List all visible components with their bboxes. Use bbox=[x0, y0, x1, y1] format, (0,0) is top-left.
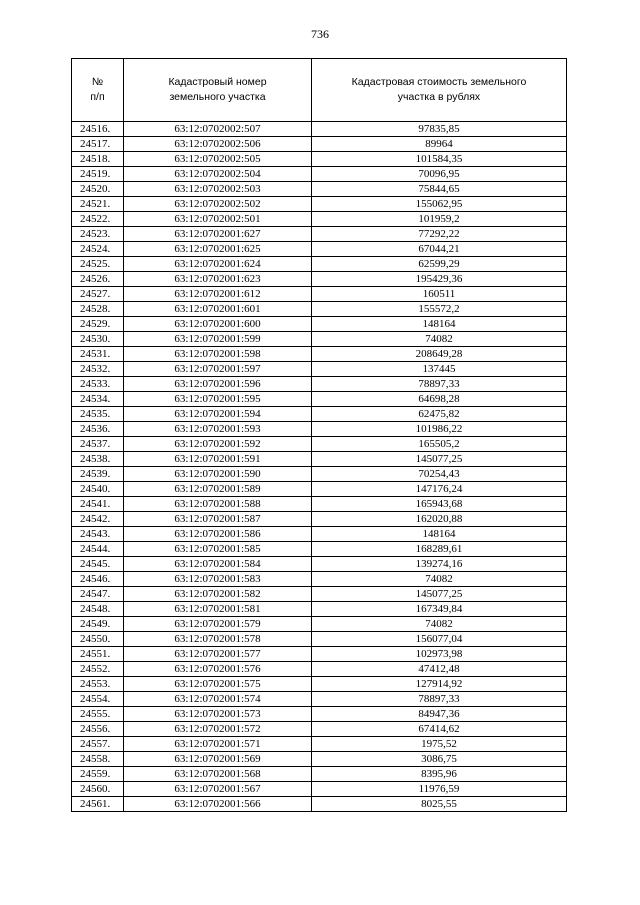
cadastral-value: 77292,22 bbox=[312, 227, 567, 242]
cadastral-value: 127914,92 bbox=[312, 677, 567, 692]
table-row bbox=[72, 542, 567, 557]
table-row bbox=[72, 737, 567, 752]
cadastral-number: 63:12:0702001:599 bbox=[124, 332, 312, 347]
row-number: 24548. bbox=[72, 602, 124, 617]
row-number: 24555. bbox=[72, 707, 124, 722]
row-number: 24553. bbox=[72, 677, 124, 692]
table-row bbox=[72, 677, 567, 692]
table-body bbox=[72, 122, 567, 812]
table-row bbox=[72, 227, 567, 242]
row-number: 24549. bbox=[72, 617, 124, 632]
cadastral-value: 195429,36 bbox=[312, 272, 567, 287]
row-number: 24528. bbox=[72, 302, 124, 317]
page-number: 736 bbox=[311, 27, 329, 41]
cadastral-value: 137445 bbox=[312, 362, 567, 377]
row-number: 24536. bbox=[72, 422, 124, 437]
row-number: 24523. bbox=[72, 227, 124, 242]
cadastral-number: 63:12:0702001:569 bbox=[124, 752, 312, 767]
row-number: 24521. bbox=[72, 197, 124, 212]
cadastral-number: 63:12:0702001:593 bbox=[124, 422, 312, 437]
row-number: 24530. bbox=[72, 332, 124, 347]
cadastral-number: 63:12:0702002:502 bbox=[124, 197, 312, 212]
table-row bbox=[72, 557, 567, 572]
row-number: 24559. bbox=[72, 767, 124, 782]
row-number: 24544. bbox=[72, 542, 124, 557]
table-row bbox=[72, 152, 567, 167]
cadastral-number: 63:12:0702001:612 bbox=[124, 287, 312, 302]
table-row bbox=[72, 302, 567, 317]
table-row bbox=[72, 632, 567, 647]
row-number: 24561. bbox=[72, 797, 124, 812]
table-row bbox=[72, 647, 567, 662]
cadastral-value: 168289,61 bbox=[312, 542, 567, 557]
table-row bbox=[72, 287, 567, 302]
cadastral-value: 145077,25 bbox=[312, 452, 567, 467]
table-row bbox=[72, 767, 567, 782]
cadastral-value: 145077,25 bbox=[312, 587, 567, 602]
row-number: 24554. bbox=[72, 692, 124, 707]
row-number: 24525. bbox=[72, 257, 124, 272]
row-number: 24522. bbox=[72, 212, 124, 227]
table-row bbox=[72, 707, 567, 722]
cadastral-number: 63:12:0702001:584 bbox=[124, 557, 312, 572]
cadastral-value: 101959,2 bbox=[312, 212, 567, 227]
table-row bbox=[72, 467, 567, 482]
cadastral-number: 63:12:0702001:623 bbox=[124, 272, 312, 287]
cadastral-number: 63:12:0702001:575 bbox=[124, 677, 312, 692]
cadastral-value: 74082 bbox=[312, 617, 567, 632]
cadastral-value: 8395,96 bbox=[312, 767, 567, 782]
row-number: 24556. bbox=[72, 722, 124, 737]
table-row bbox=[72, 347, 567, 362]
table-row bbox=[72, 272, 567, 287]
cadastral-value: 74082 bbox=[312, 572, 567, 587]
cadastral-value: 3086,75 bbox=[312, 752, 567, 767]
cadastral-value: 67414,62 bbox=[312, 722, 567, 737]
row-number: 24545. bbox=[72, 557, 124, 572]
cadastral-number: 63:12:0702001:594 bbox=[124, 407, 312, 422]
cadastral-value: 67044,21 bbox=[312, 242, 567, 257]
cadastral-number: 63:12:0702001:598 bbox=[124, 347, 312, 362]
row-number: 24551. bbox=[72, 647, 124, 662]
cadastral-number: 63:12:0702001:585 bbox=[124, 542, 312, 557]
cadastral-number: 63:12:0702001:579 bbox=[124, 617, 312, 632]
cadastral-value: 147176,24 bbox=[312, 482, 567, 497]
cadastral-number: 63:12:0702001:624 bbox=[124, 257, 312, 272]
cadastral-value: 78897,33 bbox=[312, 692, 567, 707]
cadastral-value: 70254,43 bbox=[312, 467, 567, 482]
row-number: 24557. bbox=[72, 737, 124, 752]
cadastral-value: 47412,48 bbox=[312, 662, 567, 677]
table-row bbox=[72, 752, 567, 767]
cadastral-value: 155572,2 bbox=[312, 302, 567, 317]
table-header bbox=[72, 59, 567, 122]
cadastral-number: 63:12:0702002:501 bbox=[124, 212, 312, 227]
table-row bbox=[72, 662, 567, 677]
cadastral-value: 97835,85 bbox=[312, 122, 567, 137]
cadastral-number: 63:12:0702001:578 bbox=[124, 632, 312, 647]
cadastral-value: 101584,35 bbox=[312, 152, 567, 167]
table-row bbox=[72, 212, 567, 227]
table-row bbox=[72, 527, 567, 542]
cadastral-value: 78897,33 bbox=[312, 377, 567, 392]
cadastral-number: 63:12:0702001:567 bbox=[124, 782, 312, 797]
table-row bbox=[72, 362, 567, 377]
table-row bbox=[72, 332, 567, 347]
cadastral-value: 70096,95 bbox=[312, 167, 567, 182]
cadastral-number: 63:12:0702001:583 bbox=[124, 572, 312, 587]
row-number: 24537. bbox=[72, 437, 124, 452]
row-number: 24552. bbox=[72, 662, 124, 677]
cadastral-number: 63:12:0702001:581 bbox=[124, 602, 312, 617]
cadastral-value: 84947,36 bbox=[312, 707, 567, 722]
row-number: 24517. bbox=[72, 137, 124, 152]
cadastral-value: 62599,29 bbox=[312, 257, 567, 272]
row-number: 24526. bbox=[72, 272, 124, 287]
table-row bbox=[72, 572, 567, 587]
cadastral-value: 74082 bbox=[312, 332, 567, 347]
column-header-cadastral-number: Кадастровый номер земельного участка bbox=[124, 59, 312, 122]
row-number: 24547. bbox=[72, 587, 124, 602]
cadastral-number: 63:12:0702001:573 bbox=[124, 707, 312, 722]
table-row bbox=[72, 512, 567, 527]
cadastral-number: 63:12:0702002:504 bbox=[124, 167, 312, 182]
cadastral-value: 167349,84 bbox=[312, 602, 567, 617]
row-number: 24541. bbox=[72, 497, 124, 512]
cadastral-value: 11976,59 bbox=[312, 782, 567, 797]
cadastral-number: 63:12:0702001:568 bbox=[124, 767, 312, 782]
row-number: 24531. bbox=[72, 347, 124, 362]
cadastral-number: 63:12:0702001:572 bbox=[124, 722, 312, 737]
cadastral-value: 165943,68 bbox=[312, 497, 567, 512]
cadastral-value: 62475,82 bbox=[312, 407, 567, 422]
column-header-cadastral-value: Кадастровая стоимость земельного участка в рублях bbox=[312, 59, 567, 122]
row-number: 24542. bbox=[72, 512, 124, 527]
row-number: 24527. bbox=[72, 287, 124, 302]
row-number: 24532. bbox=[72, 362, 124, 377]
cadastral-number: 63:12:0702002:506 bbox=[124, 137, 312, 152]
cadastral-number: 63:12:0702002:505 bbox=[124, 152, 312, 167]
cadastral-value: 148164 bbox=[312, 527, 567, 542]
cadastral-value: 139274,16 bbox=[312, 557, 567, 572]
row-number: 24516. bbox=[72, 122, 124, 137]
cadastral-number: 63:12:0702001:600 bbox=[124, 317, 312, 332]
cadastral-number: 63:12:0702001:601 bbox=[124, 302, 312, 317]
table-row bbox=[72, 392, 567, 407]
table-row bbox=[72, 617, 567, 632]
cadastral-value: 148164 bbox=[312, 317, 567, 332]
cadastral-number: 63:12:0702001:597 bbox=[124, 362, 312, 377]
table-row bbox=[72, 242, 567, 257]
row-number: 24550. bbox=[72, 632, 124, 647]
cadastral-number: 63:12:0702001:582 bbox=[124, 587, 312, 602]
row-number: 24524. bbox=[72, 242, 124, 257]
table-row bbox=[72, 782, 567, 797]
table-row bbox=[72, 197, 567, 212]
table-row bbox=[72, 377, 567, 392]
row-number: 24534. bbox=[72, 392, 124, 407]
row-number: 24529. bbox=[72, 317, 124, 332]
cadastral-value: 8025,55 bbox=[312, 797, 567, 812]
cadastral-value: 208649,28 bbox=[312, 347, 567, 362]
cadastral-value: 102973,98 bbox=[312, 647, 567, 662]
table-row bbox=[72, 422, 567, 437]
table-row bbox=[72, 722, 567, 737]
cadastral-number: 63:12:0702001:589 bbox=[124, 482, 312, 497]
cadastral-number: 63:12:0702001:577 bbox=[124, 647, 312, 662]
cadastral-value: 160511 bbox=[312, 287, 567, 302]
cadastral-number: 63:12:0702001:588 bbox=[124, 497, 312, 512]
cadastral-value: 75844,65 bbox=[312, 182, 567, 197]
row-number: 24543. bbox=[72, 527, 124, 542]
table-row bbox=[72, 602, 567, 617]
row-number: 24560. bbox=[72, 782, 124, 797]
cadastral-number: 63:12:0702001:574 bbox=[124, 692, 312, 707]
cadastral-value: 155062,95 bbox=[312, 197, 567, 212]
cadastral-number: 63:12:0702002:503 bbox=[124, 182, 312, 197]
cadastral-value: 165505,2 bbox=[312, 437, 567, 452]
row-number: 24539. bbox=[72, 467, 124, 482]
cadastral-value: 156077,04 bbox=[312, 632, 567, 647]
row-number: 24519. bbox=[72, 167, 124, 182]
table-row bbox=[72, 797, 567, 812]
table-row bbox=[72, 692, 567, 707]
table-row bbox=[72, 452, 567, 467]
row-number: 24533. bbox=[72, 377, 124, 392]
cadastral-number: 63:12:0702001:566 bbox=[124, 797, 312, 812]
cadastral-number: 63:12:0702001:576 bbox=[124, 662, 312, 677]
cadastral-number: 63:12:0702001:596 bbox=[124, 377, 312, 392]
table-row bbox=[72, 587, 567, 602]
row-number: 24535. bbox=[72, 407, 124, 422]
cadastral-number: 63:12:0702001:587 bbox=[124, 512, 312, 527]
cadastral-number: 63:12:0702001:586 bbox=[124, 527, 312, 542]
row-number: 24538. bbox=[72, 452, 124, 467]
row-number: 24520. bbox=[72, 182, 124, 197]
cadastral-number: 63:12:0702001:595 bbox=[124, 392, 312, 407]
cadastral-value: 89964 bbox=[312, 137, 567, 152]
table-row bbox=[72, 482, 567, 497]
cadastral-value: 1975,52 bbox=[312, 737, 567, 752]
table-row bbox=[72, 407, 567, 422]
row-number: 24546. bbox=[72, 572, 124, 587]
cadastral-value: 162020,88 bbox=[312, 512, 567, 527]
table-row bbox=[72, 437, 567, 452]
column-header-number: № п/п bbox=[72, 59, 124, 122]
cadastral-number: 63:12:0702001:592 bbox=[124, 437, 312, 452]
table-row bbox=[72, 317, 567, 332]
table-row bbox=[72, 137, 567, 152]
table-row bbox=[72, 167, 567, 182]
cadastral-value: 101986,22 bbox=[312, 422, 567, 437]
row-number: 24518. bbox=[72, 152, 124, 167]
row-number: 24558. bbox=[72, 752, 124, 767]
table-row bbox=[72, 257, 567, 272]
table-row bbox=[72, 122, 567, 137]
cadastral-number: 63:12:0702001:627 bbox=[124, 227, 312, 242]
row-number: 24540. bbox=[72, 482, 124, 497]
table-row bbox=[72, 182, 567, 197]
cadastral-value-table bbox=[71, 58, 567, 812]
cadastral-number: 63:12:0702002:507 bbox=[124, 122, 312, 137]
cadastral-number: 63:12:0702001:571 bbox=[124, 737, 312, 752]
cadastral-number: 63:12:0702001:591 bbox=[124, 452, 312, 467]
cadastral-value: 64698,28 bbox=[312, 392, 567, 407]
table-row bbox=[72, 497, 567, 512]
cadastral-number: 63:12:0702001:590 bbox=[124, 467, 312, 482]
cadastral-number: 63:12:0702001:625 bbox=[124, 242, 312, 257]
